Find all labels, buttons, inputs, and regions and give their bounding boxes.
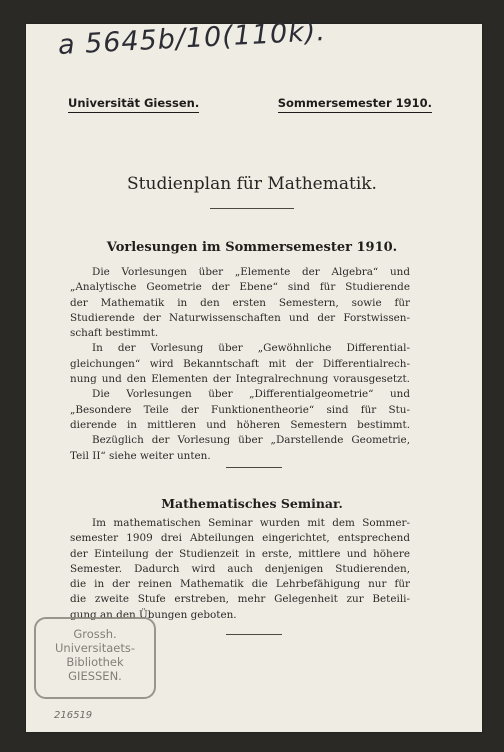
section-heading-seminar: Mathematisches Seminar. (161, 496, 343, 511)
text-line: Im mathematischen Seminar wurden mit dem Sommer- (92, 517, 410, 529)
section-body-seminar (70, 516, 410, 623)
text-line: „Analytische Geometrie der Ebene“ sind für Studierende (70, 281, 410, 294)
text-line: nung und den Elementen der Integralrechnung vorausgesetzt. (70, 373, 410, 386)
end-divider (226, 634, 282, 635)
text-line: Studierende der Naturwissenschaften und der Forstwissen- (70, 311, 410, 324)
text-line: Die Vorlesungen über „Elemente der Algebra“ und (92, 266, 410, 278)
section-heading-lectures: Vorlesungen im Sommersemester 1910. (106, 240, 398, 255)
text-line: Bezüglich der Vorlesung über „Darstellende Geometrie, (92, 434, 410, 447)
header-semester: Sommersemester 1910. (278, 96, 432, 113)
text-line: In der Vorlesung über „Gewöhnliche Differential- (92, 342, 410, 355)
stamp-line: Universitaets- (55, 641, 135, 655)
text-line: gung an den Übungen geboten. (70, 608, 237, 621)
page-title: Studienplan für Mathematik. (127, 174, 377, 194)
section-body-lectures (70, 265, 410, 464)
section-divider (226, 467, 282, 468)
text-line: semester 1909 drei Abteilungen eingerichtet, entsprechend (70, 532, 410, 545)
text-line: der Einteilung der Studienzeit in erste, mittlere und höhere (70, 547, 410, 560)
library-stamp (34, 617, 156, 699)
text-line: Teil II“ siehe weiter unten. (70, 449, 211, 462)
running-header (68, 96, 432, 113)
shelfmark-handwriting: a 5645b/10(110k). (57, 15, 327, 61)
title-divider (210, 208, 294, 209)
text-line: schaft bestimmt. (70, 327, 159, 340)
text-line: gleichungen“ wird Bekanntschaft mit der Differentialrech- (70, 357, 410, 370)
text-line: Die Vorlesungen über „Differentialgeometrie“ und (92, 388, 410, 401)
stamp-line: Bibliothek (66, 655, 124, 669)
text-line: „Besondere Teile der Funktionentheorie“ sind für Stu- (70, 403, 410, 416)
text-line: dierende in mittleren und höheren Semestern bestimmt. (70, 418, 410, 431)
accession-number: 216519 (54, 710, 93, 721)
stamp-line: Grossh. (73, 627, 117, 641)
text-line: die zweite Stufe erstreben, mehr Gelegenheit zur Beteili- (70, 593, 410, 606)
header-university: Universität Giessen. (68, 96, 199, 113)
text-line: Semester. Dadurch wird auch denjenigen Studierenden, (70, 562, 410, 575)
text-line: der Mathematik in den ersten Semestern, sowie für (70, 296, 410, 309)
text-line: die in der reinen Mathematik die Lehrbefähigung nur für (70, 578, 410, 591)
stamp-line: GIESSEN. (68, 669, 122, 683)
